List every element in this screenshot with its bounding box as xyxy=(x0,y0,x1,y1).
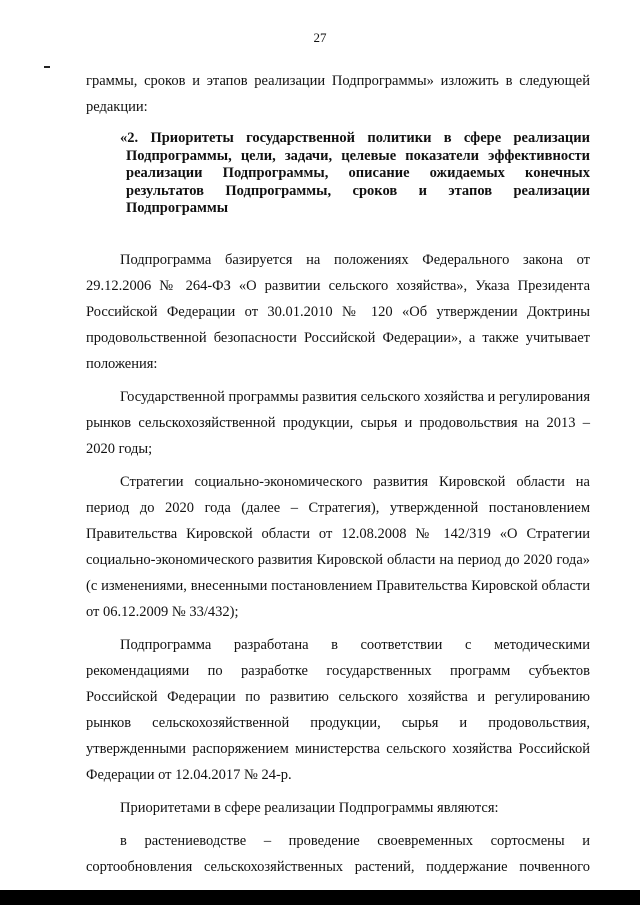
spacer xyxy=(86,788,590,795)
document-body xyxy=(86,68,590,906)
paragraph-crop-production: в растениеводстве – проведение своевременных сортосмены и сортообновления сельскохозяйственных растений, поддержание почвенного xyxy=(86,832,590,875)
paragraph-basis: Подпрограмма базируется на положениях Федерального закона от 29.12.2006 № 264-ФЗ «О развитии сельского хозяйства», Указа Президента Российской Федерации от 30.01.2010 № 120 «Об утверждении Доктрины продовольственной безопасности Российской Федерации», а также учитывает положения: xyxy=(86,251,590,372)
page-number: 27 xyxy=(313,30,327,45)
paragraph-priorities: Приоритетами в сфере реализации Подпрограммы являются: xyxy=(120,799,499,816)
spacer xyxy=(86,462,590,469)
spacer xyxy=(86,377,590,384)
section-heading: «2. Приоритеты государственной политики в сфере реализации Подпрограммы, цели, задачи, целевые показатели эффективности реализации Подпрограммы, описание ожидаемых конечных результатов Подпрограммы, сроков и этапов реализации Подпрограммы xyxy=(120,130,590,216)
spacer xyxy=(86,218,590,247)
paragraph-methodology: Подпрограмма разработана в соответствии с методическими рекомендациями по разработке государственных программ субъектов Российской Федерации по развитию сельского хозяйства и регулированию рынков сельскохозяйственной продукции, сырья и продовольствия, утвержденными распоряжением министерства сельского хозяйства Российской Федерации от 12.04.2017 № 24-р. xyxy=(86,636,590,783)
spacer xyxy=(86,821,590,828)
paragraph-strategy: Стратегии социально-экономического развития Кировской области на период до 2020 года (далее – Стратегия), утвержденной постановлением Правительства Кировской области от 12.08.2008 № 142/319 «О Стратегии социально-экономического развития Кировской области на период до 2020 года» (с изменениями, внесенными постановлением Правительства Кировской области от 06.12.2009 № 33/432); xyxy=(86,473,590,620)
intro-paragraph: граммы, сроков и этапов реализации Подпрограммы» изложить в следующей редакции: xyxy=(86,73,590,115)
paragraph-state-program: Государственной программы развития сельского хозяйства и регулирования рынков сельскохозяйственной продукции, сырья и продовольствия на 2013 – 2020 годы; xyxy=(86,388,590,457)
spacer xyxy=(86,625,590,632)
scan-bottom-edge xyxy=(0,890,640,905)
margin-mark xyxy=(44,66,50,68)
